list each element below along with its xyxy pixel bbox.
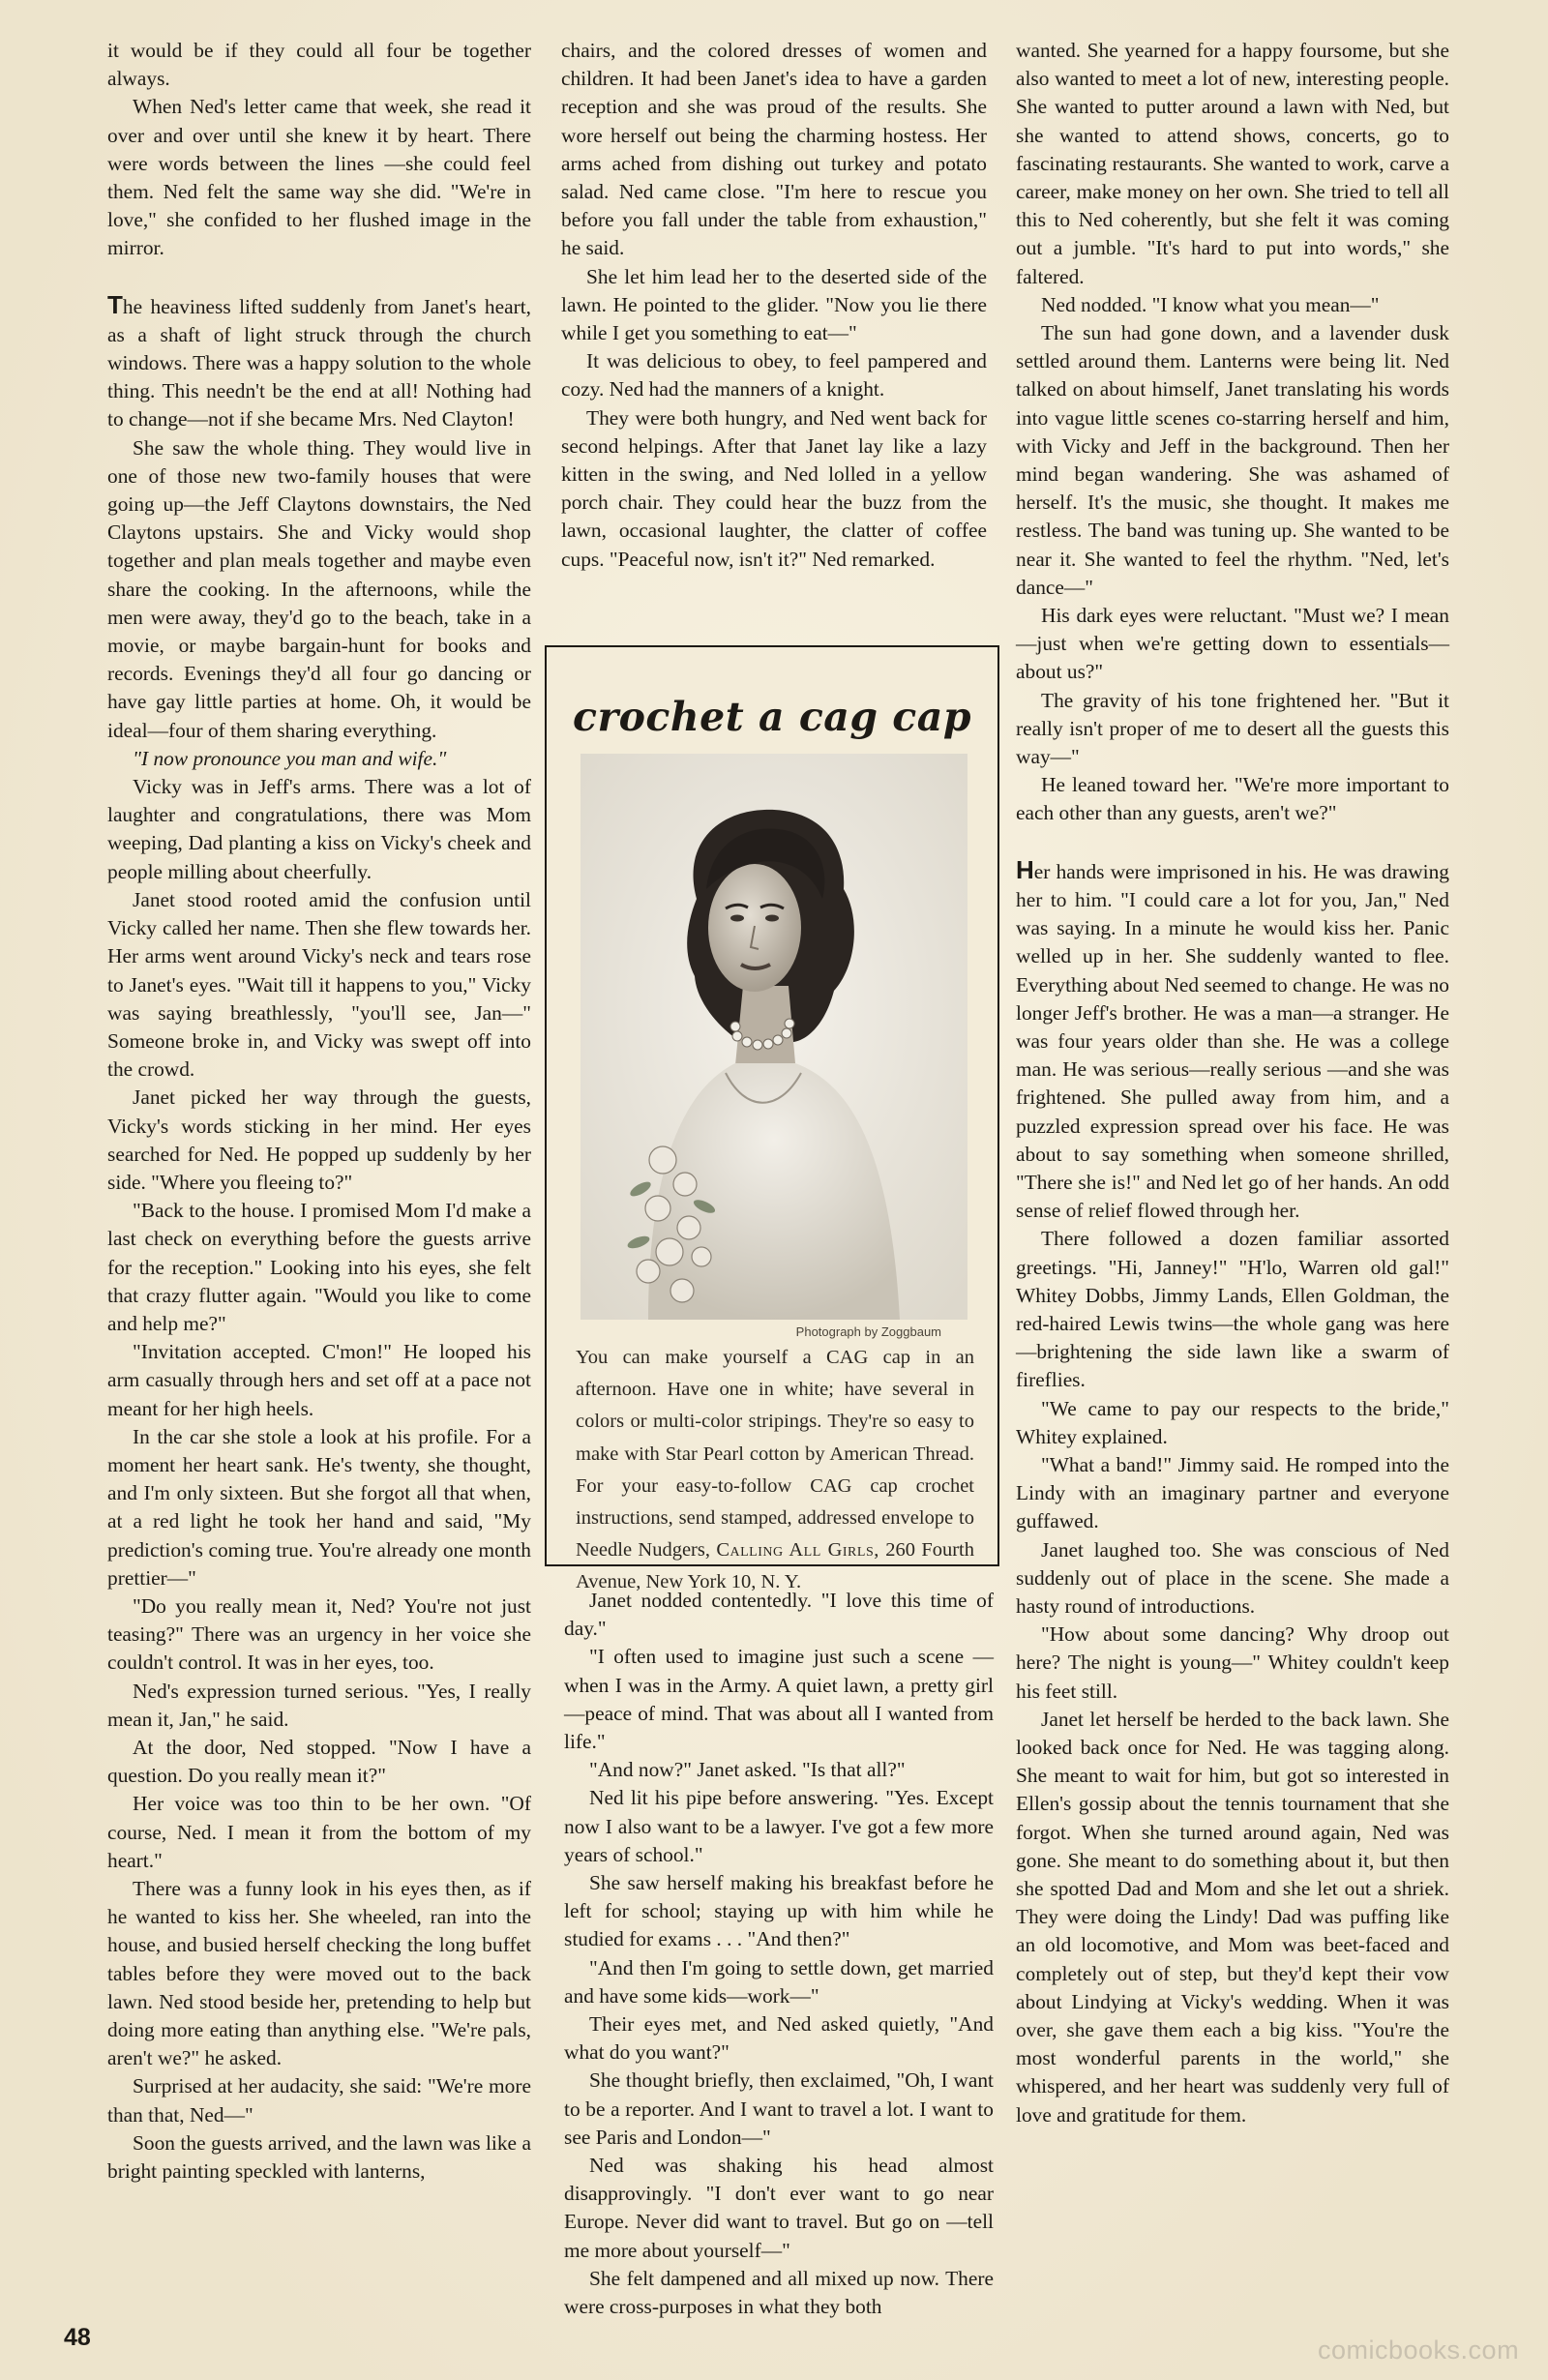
paragraph: "Do you really mean it, Ned? You're not just teasing?" There was an urgency in her voice she couldn't control. It was in her eyes, too. <box>107 1593 531 1675</box>
story-column-2-bottom <box>564 1587 994 2321</box>
paragraph: Janet laughed too. She was conscious of Ned suddenly out of place in the scene. She made a hasty round of introductions. <box>1016 1537 1449 1618</box>
paragraph: it would be if they could all four be together always. <box>107 39 531 91</box>
paragraph: Janet stood rooted amid the confusion until Vicky called her name. Then she flew towards her. Her arms went around Vicky's neck and tears rose to Janet's eyes. "Wait till it happens to you," Vicky was saying breathlessly, "you'll see, Jan—" Someone broke in, and Vicky was swept off into the crowd. <box>107 887 531 1082</box>
paragraph: Surprised at her audacity, she said: "We're more than that, Ned—" <box>107 2074 531 2127</box>
photo-credit: Photograph by Zoggbaum <box>795 1324 941 1339</box>
paragraph: It was delicious to obey, to feel pampered and cozy. Ned had the manners of a knight. <box>561 349 987 402</box>
paragraph: They were both hungry, and Ned went back for second helpings. After that Janet lay like a lazy kitten in the swing, and Ned lolled in a yellow porch chair. They could hear the buzz from the lawn, occasional laughter, the clatter of coffee cups. "Peaceful now, isn't it?" Ned remarked. <box>561 405 987 571</box>
paragraph: There was a funny look in his eyes then, as if he wanted to kiss her. She wheeled, ran into the house, and busied herself checking the long buffet tables before they were moved out to the back lawn. Ned stood beside her, pretending to help but doing more eating than anything else. "We're pals, aren't we?" he asked. <box>107 1877 531 2070</box>
paragraph: Her hands were imprisoned in his. He was drawing her to him. "I could care a lot for you, Jan," Ned was saying. In a minute he would kiss her. Panic welled up in her. She suddenly wanted to flee. Everything about Ned seemed to change. He was no longer Jeff's brother. He was a man—a stranger. He was four years older than she. He was a college man. He was serious—really serious —and she was frightened. She pulled away from him, and a puzzled expression spread over his face. He was about to say something when someone shrilled, "There she is!" and Ned let go of her hands. An odd sense of relief flowed through her. <box>1016 854 1449 1223</box>
paragraph: The gravity of his tone frightened her. "But it really isn't proper of me to desert all the guests this way—" <box>1016 688 1449 769</box>
paragraph: "How about some dancing? Why droop out here? The night is young—" Whitey couldn't keep his feet still. <box>1016 1622 1449 1703</box>
story-column-2-top <box>561 37 987 574</box>
sidebar-body: You can make yourself a CAG cap in an afternoon. Have one in white; have several in colors or multi-color stripings. They're so easy to make with Star Pearl cotton by American Thread. For your easy-to-follow CAG cap crochet instructions, send stamped, addressed envelope to Needle Nudgers, Calling All Girls, 260 Fourth Avenue, New York 10, N. Y. <box>576 1347 974 1593</box>
paragraph: "Back to the house. I promised Mom I'd make a last check on everything before the guests arrive for the reception." Looking into his eyes, she felt that crazy flutter again. "Would you like to come and help me?" <box>107 1199 531 1335</box>
paragraph: His dark eyes were reluctant. "Must we? I mean—just when we're getting down to essentials—about us?" <box>1016 604 1449 684</box>
drop-cap: H <box>1016 854 1034 884</box>
paragraph: Soon the guests arrived, and the lawn was like a bright painting speckled with lanterns, <box>107 2130 531 2184</box>
paragraph: The sun had gone down, and a lavender dusk settled around them. Lanterns were being lit. Ned talked on about himself, Janet translating his words into vague little scenes co-starring herself and him, with Vicky and Jeff in the background. Then her mind began wandering. She was ashamed of herself. It's the music, she thought. It makes me restless. The band was tuning up. She wanted to be near it. She wanted to feel the rhythm. "Ned, let's dance—" <box>1016 321 1449 599</box>
paragraph: Janet let herself be herded to the back lawn. She looked back once for Ned. He was tagging along. She meant to wait for him, but got so interested in Ellen's gossip about the tennis tournament that she forgot. When she turned around again, Ned was gone. She meant to do something about it, but then she spotted Dad and Mom and she let out a shriek. They were doing the Lindy! Dad was puffing like an old locomotive, and Mom was beet-faced and completely out of step, but they'd kept their vow about Lindying at Vicky's wedding. When it was over, she gave them each a big kiss. "You're the most wonderful parents in the world," she whispered, and her heart was suddenly very full of love and gratitude for them. <box>1016 1707 1449 2127</box>
paragraph: Vicky was in Jeff's arms. There was a lot of laughter and congratulations, there was Mom weeping, Dad planting a kiss on Vicky's cheek and people milling about cheerfully. <box>107 775 531 883</box>
story-column-3 <box>1016 37 1449 2129</box>
paragraph: Ned nodded. "I know what you mean—" <box>1041 292 1380 316</box>
girl-portrait-photo <box>580 754 968 1320</box>
paragraph: Janet nodded contentedly. "I love this time of day." <box>564 1589 994 1641</box>
paragraph: She saw herself making his breakfast before he left for school; staying up with him while he studied for exams . . . "And then?" <box>564 1871 994 1951</box>
paragraph: The heaviness lifted suddenly from Janet's heart, as a shaft of light struck through the church windows. There was a happy solution to the whole thing. This needn't be the end at all! Nothing had to change—not if she became Mrs. Ned Clayton! <box>107 289 531 431</box>
paragraph: Ned was shaking his head almost disapprovingly. "I don't ever want to go near Europe. Never did want to travel. But go on —tell me more about yourself—" <box>564 2154 994 2262</box>
paragraph: Their eyes met, and Ned asked quietly, "And what do you want?" <box>564 2012 994 2065</box>
paragraph: "And now?" Janet asked. "Is that all?" <box>589 1758 906 1782</box>
paragraph: There followed a dozen familiar assorted greetings. "Hi, Janney!" "H'lo, Warren old gal!" Whitey Dobbs, Jimmy Lands, Ellen Goldman, the red-haired Lewis twins—the whole gang was here—brightening the side lawn like a swarm of fireflies. <box>1016 1227 1449 1392</box>
paragraph: chairs, and the colored dresses of women and children. It had been Janet's idea to have a garden reception and she was proud of the results. She wore herself out being the charming hostess. Her arms ached from dishing out turkey and potato salad. Ned came close. "I'm here to rescue you before you fall under the table from exhaustion," he said. <box>561 39 987 260</box>
paragraph: "I now pronounce you man and wife." <box>133 746 447 770</box>
paragraph: "We came to pay our respects to the bride," Whitey explained. <box>1016 1396 1449 1448</box>
paragraph: When Ned's letter came that week, she read it over and over until she knew it by heart. There were words between the lines —she could feel them. Ned felt the same way she did. "We're in love," she confided to her flushed image in the mirror. <box>107 95 531 260</box>
page-number: 48 <box>64 2324 91 2351</box>
paragraph: He leaned toward her. "We're more important to each other than any guests, aren't we?" <box>1016 773 1449 825</box>
paragraph: Her voice was too thin to be her own. "Of course, Ned. I mean it from the bottom of my heart." <box>107 1792 531 1872</box>
paragraph: She saw the whole thing. They would live in one of those new two-family houses that were going up—the Jeff Claytons downstairs, the Ned Claytons upstairs. She and Vicky would shop together and plan meals together and maybe even share the cooking. In the afternoons, while the men were away, they'd go to the beach, take in a movie, or maybe bargain-hunt for books and records. Evenings they'd all four go dancing or have gay little parties at home. Oh, it would be ideal—four of them sharing everything. <box>107 435 531 742</box>
paragraph: She felt dampened and all mixed up now. There were cross-purposes in what they both <box>564 2266 994 2319</box>
paragraph: "I often used to imagine just such a scene —when I was in the Army. A quiet lawn, a pretty girl—peace of mind. That was about all I wanted from life." <box>564 1645 994 1754</box>
story-column-1 <box>107 37 531 2186</box>
sidebar-title: crochet a cag cap <box>573 694 971 740</box>
paragraph: Ned's expression turned serious. "Yes, I really mean it, Jan," he said. <box>107 1679 531 1731</box>
drop-cap: T <box>107 289 123 319</box>
paragraph: She thought briefly, then exclaimed, "Oh, I want to be a reporter. And I want to travel a lot. I want to see Paris and London—" <box>564 2068 994 2149</box>
paragraph: In the car she stole a look at his profile. For a moment her heart sank. He's twenty, she thought, and I'm only sixteen. But she forgot all that when, at a red light he took her hand and said, "My prediction's coming true. You're already one month prettier—" <box>107 1424 531 1590</box>
site-watermark: comicbooks.com <box>1318 2335 1520 2365</box>
paragraph: "Invitation accepted. C'mon!" He looped his arm casually through hers and set off at a pace not meant for her high heels. <box>107 1340 531 1420</box>
paragraph: wanted. She yearned for a happy foursome, but she also wanted to meet a lot of new, interesting people. She wanted to putter around a lawn with Ned, but she wanted to attend shows, concerts, go to fascinating restaurants. She wanted to work, carve a career, make money on her own. She tried to tell all this to Ned coherently, but she felt it was coming out a jumble. "It's hard to put into words," she faltered. <box>1016 39 1449 288</box>
crochet-cap-sidebar <box>545 645 999 1593</box>
paragraph: Ned lit his pipe before answering. "Yes. Except now I also want to be a lawyer. I've got a few more years of school." <box>564 1786 994 1866</box>
paragraph: "What a band!" Jimmy said. He romped into the Lindy with an imaginary partner and everyone guffawed. <box>1016 1452 1449 1533</box>
paragraph: At the door, Ned stopped. "Now I have a question. Do you really mean it?" <box>107 1735 531 1788</box>
paragraph: She let him lead her to the deserted side of the lawn. He pointed to the glider. "Now you lie there while I get you something to eat—" <box>561 264 987 345</box>
paragraph: "And then I'm going to settle down, get married and have some kids—work—" <box>564 1955 994 2008</box>
paragraph: Janet picked her way through the guests, Vicky's words sticking in her mind. Her eyes searched for Ned. He popped up suddenly by her side. "Where you fleeing to?" <box>107 1086 531 1194</box>
